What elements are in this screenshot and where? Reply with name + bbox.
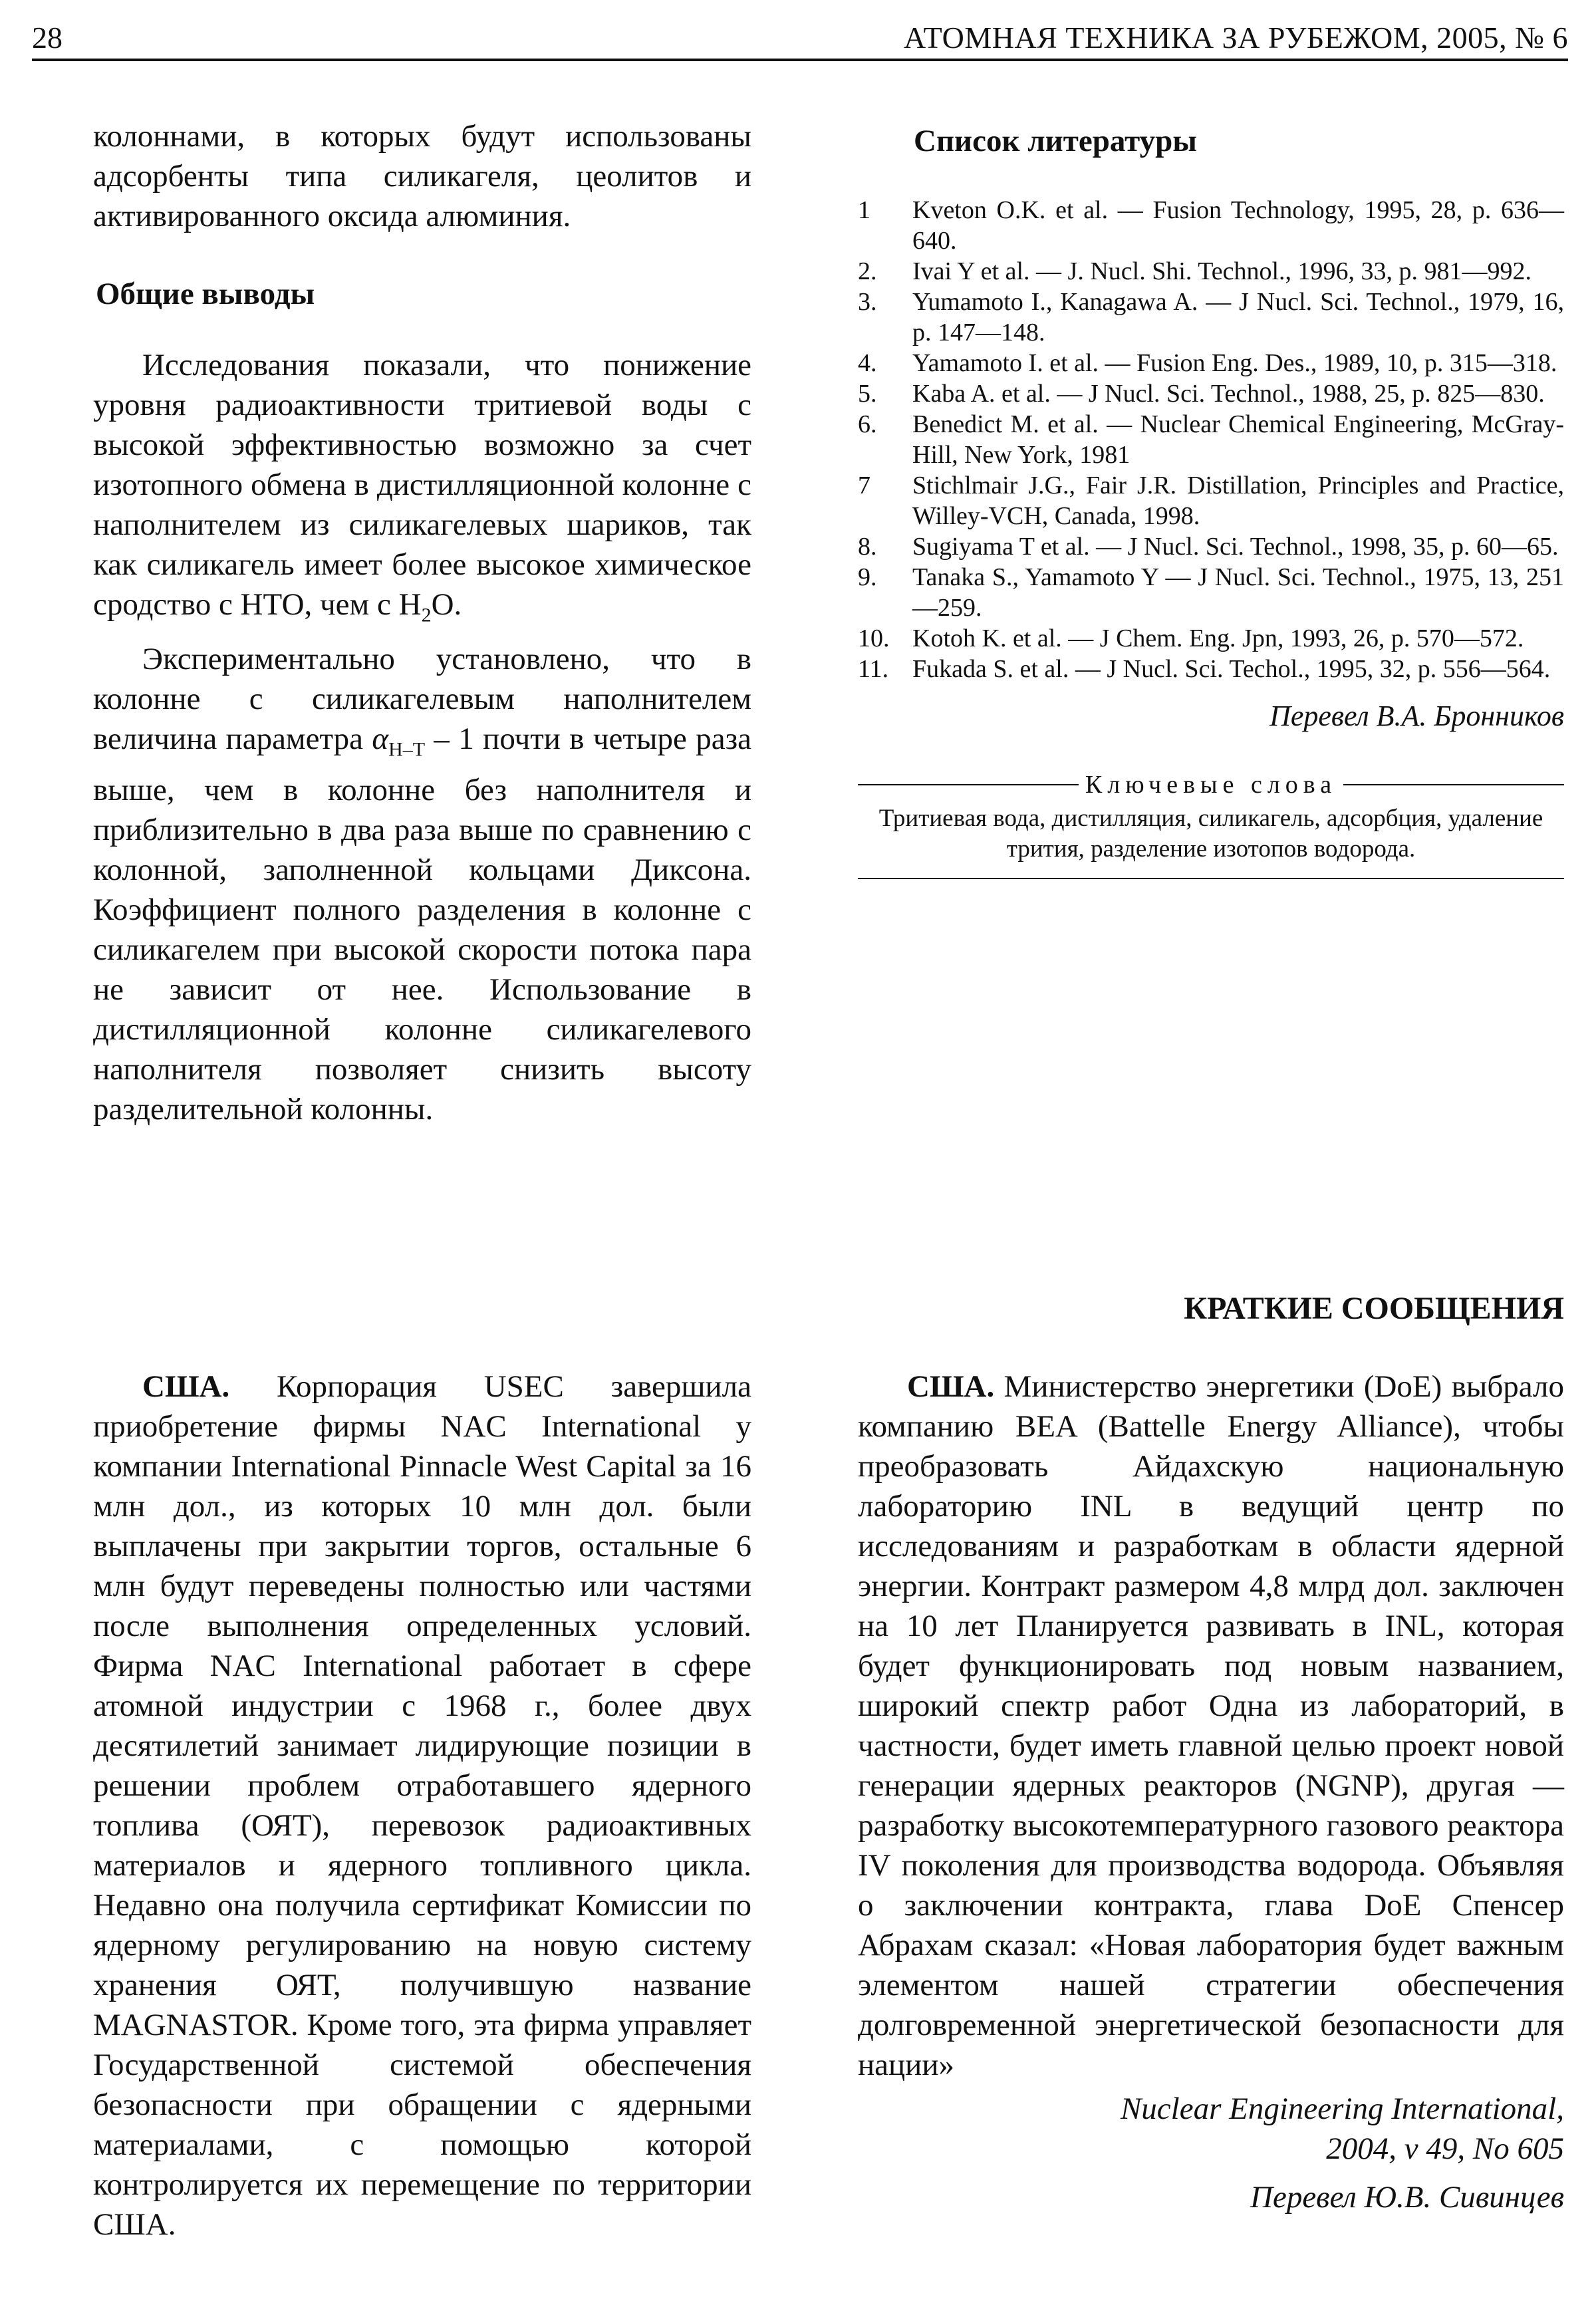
journal-title: АТОМНАЯ ТЕХНИКА ЗА РУБЕЖОМ, 2005, № 6 [903,21,1568,55]
reference-text: Tanaka S., Yamamoto Y — J Nucl. Sci. Technol., 1975, 13, 251—259. [912,563,1564,622]
header-rule [32,59,1568,61]
reference-number: 8. [858,533,877,561]
reference-text: Yamamoto I. et al. — Fusion Eng. Des., 1989, 10, p. 315—318. [912,349,1557,377]
reference-item [858,654,1564,684]
reference-item [858,623,1564,654]
brief-left-text: Корпорация USEC завершила приобретение фирмы NAC International у компании International Pinnacle West Capital за 16 млн дол., из которых 10 млн дол. были выплачены при закрытии торгов, остальные 6 млн будут переведены полностью или частями после выполнения определенных условий. Фирма NAC International работает в сфере атомной индустрии с 1968 г., более двух десятилетий занимает лидирующие позиции в решении проблем отработавшего ядерного топлива (ОЯТ), перевозок радиоактивных материалов и ядерного топливного цикла. Недавно она получила сертификат Комиссии по ядерному регулированию на новую систему хранения ОЯТ, получившую название MAGNASTOR. Кроме того, эта фирма управляет Государственной системой обеспечения безопасности при обращении с ядерными материалами, с помощью которой контролируется их перемещение по территории США. [93,1369,751,2242]
reference-text: Sugiyama T et al. — J Nucl. Sci. Technol., 1998, 35, p. 60—65. [912,533,1559,561]
reference-item [858,409,1564,470]
reference-text: Kveton O.K. et al. — Fusion Technology, 1995, 28, p. 636—640. [912,196,1564,255]
reference-item [858,470,1564,531]
page-number: 28 [32,21,63,55]
brief-source-line-2: 2004, v 49, No 605 [1326,2131,1564,2166]
reference-text: Stichlmair J.G., Fair J.R. Distillation, Principles and Practice, Willey-VCH, Canada, 1998. [912,472,1564,530]
keywords-rule-right [1343,784,1564,785]
reference-number: 10. [858,624,890,652]
reference-item [858,378,1564,409]
conclusions-heading: Общие выводы [96,277,315,311]
brief-translator: Перевел Ю.В. Сивинцев [1250,2180,1564,2215]
references-column [858,123,1564,879]
alpha-subscript: H–T [388,738,426,761]
reference-text: Kaba A. et al. — J Nucl. Sci. Technol., 1988, 25, p. 825—830. [912,380,1545,408]
reference-number: 1 [858,196,870,224]
reference-text: Fukada S. et al. — J Nucl. Sci. Techol., 1995, 32, p. 556—564. [912,655,1551,683]
brief-left-column [93,1367,751,2244]
brief-right-column [858,1367,1564,2215]
reference-item [858,195,1564,256]
reference-item [858,348,1564,378]
conclusion-paragraph-2 [93,639,751,1129]
reference-number: 6. [858,410,877,438]
keywords-title-text: Ключевые слова [1085,771,1337,799]
reference-text: Kotoh K. et al. — J Chem. Eng. Jpn, 1993, 26, p. 570—572. [912,624,1524,652]
brief-news-section-title: КРАТКИЕ СООБЩЕНИЯ [1184,1291,1564,1326]
brief-left-paragraph [93,1367,751,2244]
reference-number: 4. [858,349,877,377]
keywords-block [858,770,1564,879]
reference-text: Yumamoto I., Kanagawa A. — J Nucl. Sci. Technol., 1979, 16, p. 147—148. [912,288,1564,346]
paragraph-1-text-end: O. [431,587,462,622]
reference-item [858,531,1564,562]
paragraph-2-text: Экспериментально установлено, что в колонне с силикагелевым наполнителем величина параметра [93,642,751,757]
keywords-rule-left [858,784,1079,785]
alpha-symbol: α [372,722,389,757]
paragraph-1-text: Исследования показали, что понижение уровня радиоактивности тритиевой воды с высокой эффективностью возможно за счет изотопного обмена в дистилляционной колонне с наполнителем из силикагелевых шариков, так как силикагель имеет более высокое химическое сродство с НТО, чем с H [93,348,751,622]
reference-text: Benedict M. et al. — Nuclear Chemical Engineering, McGray-Hill, New York, 1981 [912,410,1564,469]
brief-source [858,2089,1564,2169]
keywords-bottom-rule [858,878,1564,879]
brief-source-line-1: Nuclear Engineering International, [1120,2092,1564,2126]
left-article-column [93,116,751,1129]
brief-right-text: Министерство энергетики (DoE) выбрало компанию BEA (Battelle Energy Alliance), чтобы преобразовать Айдахскую национальную лабораторию INL в ведущий центр по исследованиям и разработкам в области ядерной энергии. Контракт размером 4,8 млрд дол. заключен на 10 лет Планируется развивать в INL, которая будет функционировать под новым названием, широкий спектр работ Одна из лабораторий, в частности, будет иметь главной целью проект новой генерации ядерных реакторов (NGNP), другая — разработку высокотемпературного газового реактора IV поколения для производства водорода. Объявляя о заключении контракта, глава DoE Спенсер Абрахам сказал: «Новая лаборатория будет важным элементом нашей стратегии обеспечения долговременной энергетической безопасности для нации» [858,1369,1564,2082]
reference-number: 2. [858,257,877,285]
reference-item [858,287,1564,348]
intro-paragraph: колоннами, в которых будут использованы адсорбенты типа силикагеля, цеолитов и активированного оксида алюминия. [93,119,751,233]
reference-number: 7 [858,472,870,499]
reference-item [858,562,1564,623]
paragraph-2-text-end: – 1 почти в четыре раза выше, чем в колонне без наполнителя и приблизительно в два раза выше по сравнению с колонной, заполненной кольцами Диксона. Коэффициент полного разделения в колонне с силикагелем при высокой скорости потока пара не зависит от нее. Использование в дистилляционной колонне силикагелевого наполнителя позволяет снизить высоту разделительной колонны. [93,722,751,1127]
paragraph-1-subscript: 2 [421,604,432,626]
reference-number: 3. [858,288,877,316]
references-heading: Список литературы [914,124,1197,158]
reference-number: 9. [858,563,877,591]
reference-item [858,256,1564,287]
brief-left-lead: США. [142,1369,230,1404]
keywords-text: Тритиевая вода, дистилляция, силикагель, адсорбция, удаление трития, разделение изотопов водорода. [878,805,1543,863]
references-translator: Перевел В.А. Бронников [1269,700,1564,732]
reference-text: Ivai Y et al. — J. Nucl. Shi. Technol., 1996, 33, p. 981—992. [912,257,1532,285]
brief-right-paragraph [858,1367,1564,2085]
conclusion-paragraph-1 [93,345,751,635]
references-list [858,195,1564,684]
keywords-title [858,770,1564,799]
reference-number: 5. [858,380,877,408]
brief-right-lead: США. [907,1369,995,1404]
reference-number: 11. [858,655,889,683]
